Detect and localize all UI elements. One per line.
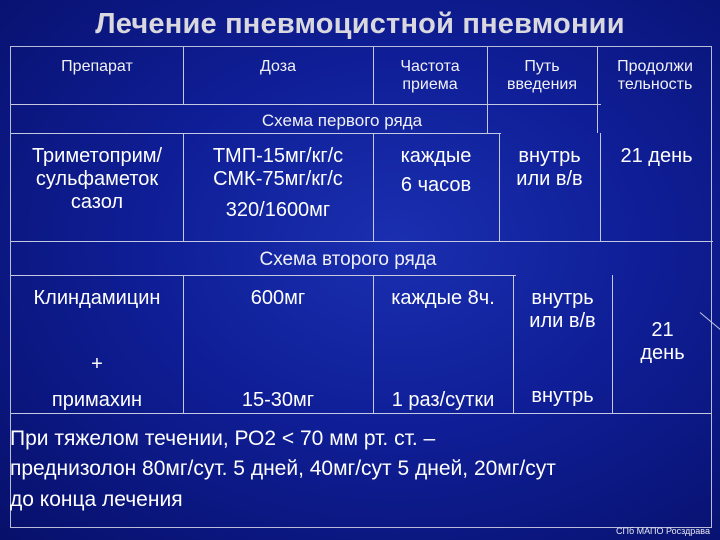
footer-credit: СПб МАПО Росздрава: [616, 526, 710, 536]
second-line-frequency-1: каждые 8ч.: [391, 287, 495, 309]
header-frequency: Частота приема: [400, 58, 460, 94]
second-line-divider: [11, 241, 713, 242]
second-line-drug-1: Клиндамицин: [33, 287, 161, 309]
first-line-label: Схема первого ряда: [261, 111, 423, 130]
second-line-drug-2: примахин: [51, 389, 143, 411]
slide-title: Лечение пневмоцистной пневмонии: [95, 8, 625, 40]
first-line-frequency: каждые 6 часов: [400, 145, 472, 196]
second-line-dose-1: 600мг: [250, 287, 306, 309]
second-line-route-1: внутрь или в/в: [529, 287, 596, 332]
first-line-divider: [11, 133, 501, 134]
header-route: Путь введения: [506, 58, 578, 94]
header-drug: Препарат: [61, 58, 133, 75]
second-line-duration: 21 день: [640, 319, 685, 364]
second-line-dose-2: 15-30мг: [241, 389, 315, 411]
severe-case-note: При тяжелом течении, РО2 < 70 мм рт. ст. – преднизолон 80мг/сут. 5 дней, 40мг/сут 5 дней, 20мг/сут до конца лечения: [10, 427, 556, 511]
note-divider: [11, 413, 711, 414]
header-duration: Продолжи тельность: [617, 58, 693, 94]
header-dose: Доза: [260, 58, 296, 75]
second-line-label: Схема второго ряда: [259, 249, 437, 270]
first-line-duration: 21 день: [620, 145, 693, 167]
first-line-dose: ТМП-15мг/кг/с СМК-75мг/кг/с 320/1600мг: [212, 145, 344, 221]
first-line-route: внутрь или в/в: [516, 145, 583, 190]
second-line-frequency-2: 1 раз/сутки: [391, 389, 495, 411]
second-line-label-divider: [11, 275, 516, 276]
first-line-drug: Триметоприм/ сульфаметок сазол: [31, 145, 163, 213]
second-line-route-2: внутрь: [531, 385, 594, 407]
plus-sign: +: [91, 353, 103, 375]
header-divider: [11, 104, 601, 105]
